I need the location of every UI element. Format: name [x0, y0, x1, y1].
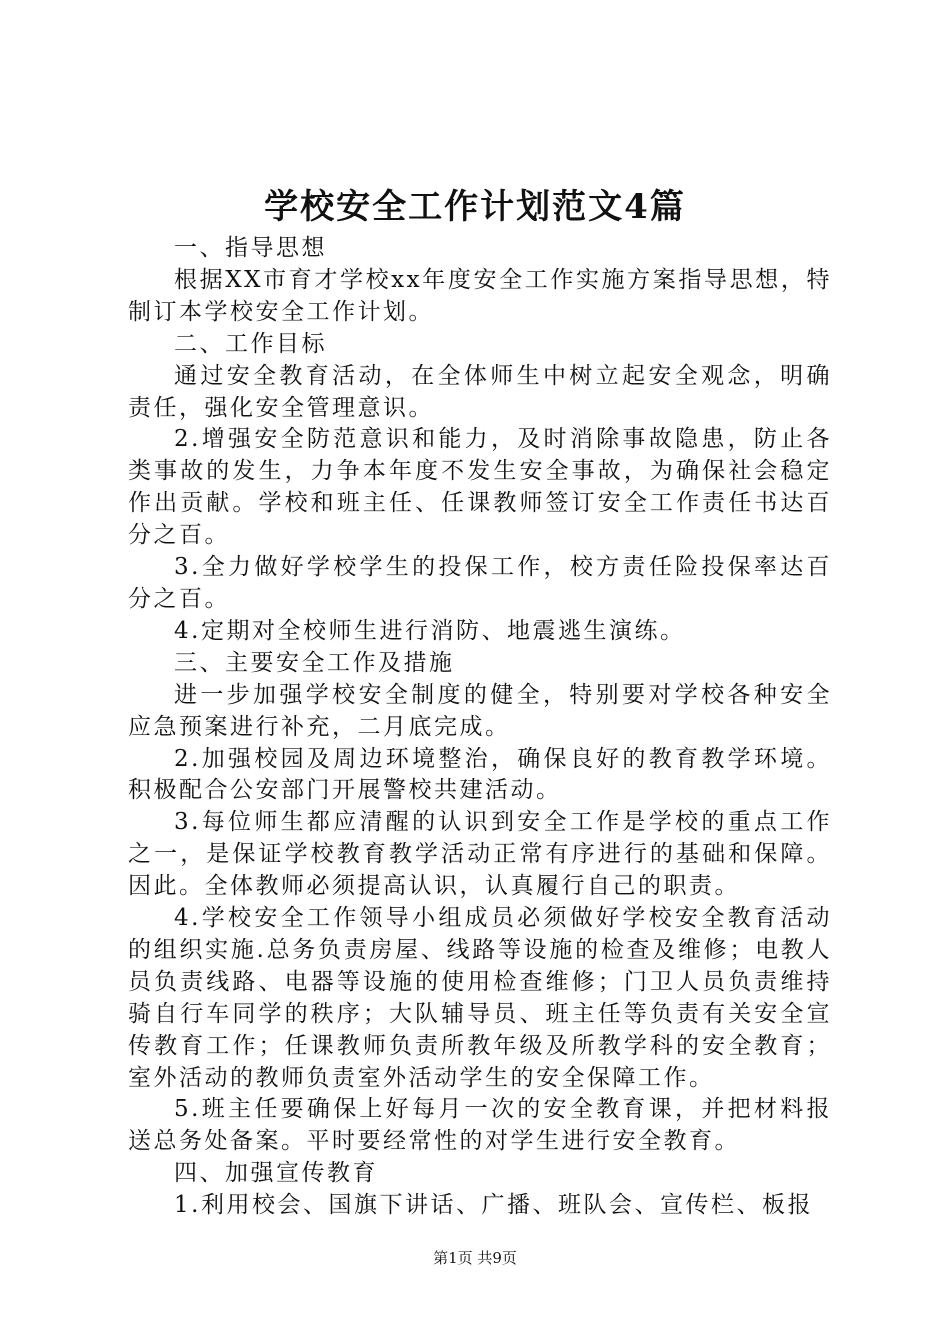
document-body [128, 233, 832, 1222]
heading-1: 一、指导思想 [174, 235, 327, 261]
paragraph: 进一步加强学校安全制度的健全，特别要对学校各种安全应急预案进行补充，二月底完成。 [128, 681, 832, 740]
paragraph: 根据XX市育才学校xx年度安全工作实施方案指导思想，特制订本学校安全工作计划。 [128, 266, 832, 325]
document-title: 学校安全工作计划范文4篇 [264, 187, 686, 227]
paragraph: 4.定期对全校师生进行消防、地震逃生演练。 [174, 617, 686, 644]
paragraph: 5.班主任要确保上好每月一次的安全教育课，并把材料报送总务处备案。平时要经常性的对学生进行安全教育。 [128, 1096, 832, 1155]
paragraph: 1.利用校会、国旗下讲话、广播、班队会、宣传栏、板报 [174, 1192, 813, 1219]
paragraph: 2.加强校园及周边环境整治，确保良好的教育教学环境。积极配合公安部门开展警校共建活动。 [128, 745, 832, 804]
heading-3: 三、主要安全工作及措施 [174, 649, 455, 676]
page-footer: 第1页 共9页 [433, 1249, 517, 1267]
heading-4: 四、加强宣传教育 [174, 1160, 378, 1187]
paragraph: 4.学校安全工作领导小组成员必须做好学校安全教育活动的组织实施.总务负责房屋、线路等设施的检查及维修；电教人员负责线路、电器等设施的使用检查维修；门卫人员负责维持骑自行车同学的秩序；大队辅导员、班主任等负责有关安全宣传教育工作；任课教师负责所教年级及所教学科的安全教育；室外活动的教师负责室外活动学生的安全保障工作。 [128, 905, 832, 1091]
paragraph: 通过安全教育活动，在全体师生中树立起安全观念，明确责任，强化安全管理意识。 [128, 362, 832, 421]
paragraph: 2.增强安全防范意识和能力，及时消除事故隐患，防止各类事故的发生，力争本年度不发生安全事故，为确保社会稳定作出贡献。学校和班主任、任课教师签订安全工作责任书达百分之百。 [128, 426, 832, 549]
heading-2: 二、工作目标 [174, 330, 327, 357]
paragraph: 3.每位师生都应清醒的认识到安全工作是学校的重点工作之一，是保证学校教育教学活动正常有序进行的基础和保障。因此。全体教师必须提高认识，认真履行自己的职责。 [128, 809, 832, 900]
paragraph: 3.全力做好学校学生的投保工作，校方责任险投保率达百分之百。 [128, 554, 832, 612]
